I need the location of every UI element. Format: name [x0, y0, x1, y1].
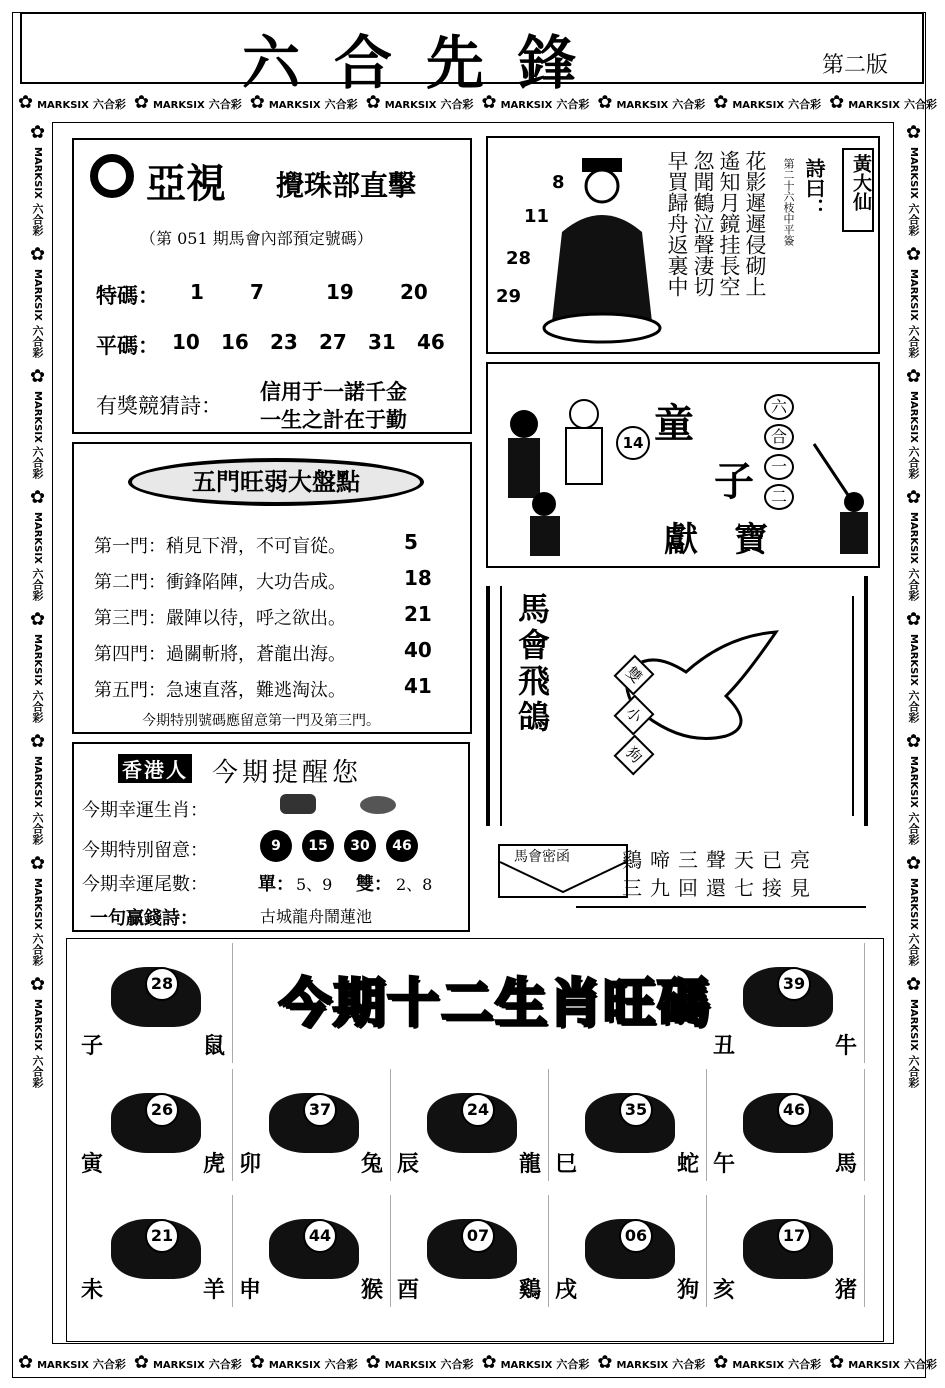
marksix-brand-cn: 六合彩 [31, 811, 44, 845]
marksix-brand-cn: 六合彩 [907, 689, 920, 723]
normal-number: 16 [221, 330, 249, 354]
flower-icon: ✿ [27, 852, 48, 874]
master-poem-column: 忽聞鶴泣聲淒切 [691, 150, 715, 297]
marksix-brand-cn: 六合彩 [907, 202, 920, 236]
single-value: 5、9 [296, 875, 333, 894]
flower-icon: ✿ [903, 852, 924, 874]
gate-number: 21 [404, 602, 432, 626]
marksix-brand-cn: 六合彩 [672, 98, 706, 111]
marksix-brand-cn: 六合彩 [907, 568, 920, 602]
envelope-box [498, 844, 628, 898]
marksix-brand: MARKSIX [384, 1360, 437, 1371]
marksix-brand: MARKSIX [848, 1360, 900, 1371]
marksix-strip-bottom [18, 1352, 937, 1378]
zodiac-branch: 午 [713, 1151, 736, 1177]
pigeon-bar-right [864, 576, 868, 826]
marksix-brand: MARKSIX [32, 512, 43, 565]
zodiac-branch: 卯 [239, 1151, 262, 1177]
marksix-strip-top [18, 92, 937, 118]
marksix-brand-cn: 六合彩 [208, 98, 242, 111]
five-gates-note: 今期特別號碼應留意第一門及第三門。 [142, 713, 380, 729]
gate-label: 第四門：過關斬將，蒼龍出海。 [94, 644, 346, 665]
gate-label: 第五門：急速直落，難逃淘汰。 [94, 680, 346, 701]
zodiac-section [66, 938, 884, 1342]
master-draw: 第二十六枝中平簽 [782, 158, 795, 246]
flower-icon: ✿ [903, 122, 924, 143]
master-num-1: 8 [552, 172, 565, 193]
marksix-brand: MARKSIX [32, 390, 43, 443]
zodiac-branch: 未 [81, 1277, 104, 1303]
zodiac-cell [391, 1195, 549, 1307]
normal-number: 31 [368, 330, 396, 354]
zodiac-branch: 戌 [555, 1277, 578, 1303]
flower-icon: ✿ [18, 1352, 34, 1373]
master-num-4: 29 [496, 286, 522, 307]
marksix-brand-cn: 六合彩 [92, 1358, 126, 1371]
marksix-brand: MARKSIX [908, 634, 919, 686]
issue-line: （第 051 期馬會內部預定號碼） [140, 229, 373, 248]
gate-row [94, 638, 464, 668]
marksix-brand: MARKSIX [500, 1360, 553, 1371]
special-ball: 15 [302, 830, 334, 862]
zodiac-branch: 申 [239, 1277, 262, 1303]
marksix-brand: MARKSIX [500, 100, 553, 111]
poem-line-2: 一生之計在于勤 [260, 407, 407, 432]
zodiac-number: 06 [619, 1219, 653, 1253]
master-name: 黃大仙 [850, 154, 872, 211]
marksix-brand-cn: 六合彩 [788, 1358, 822, 1371]
marksix-brand: MARKSIX [37, 100, 89, 111]
master-poem-title: 詩曰： [802, 158, 826, 218]
zodiac-cell [707, 943, 865, 1063]
marksix-brand: MARKSIX [616, 1360, 669, 1371]
zodiac-animal: 兔 [361, 1151, 384, 1177]
marksix-brand: MARKSIX [908, 390, 919, 443]
zodiac-animal: 鷄 [519, 1277, 542, 1303]
flower-icon: ✿ [27, 122, 48, 143]
flower-icon: ✿ [27, 974, 48, 996]
marksix-brand-cn: 六合彩 [907, 1055, 920, 1089]
marksix-brand: MARKSIX [268, 100, 321, 111]
zodiac-animal: 龍 [519, 1151, 542, 1177]
zodiac-cell [391, 1069, 549, 1181]
gate-label: 第一門：稍見下滑，不可盲從。 [94, 536, 346, 557]
special-number: 19 [326, 280, 354, 304]
reminder-title: 今期提醒您 [212, 758, 363, 788]
zodiac-number: 46 [777, 1093, 811, 1127]
flower-icon: ✿ [133, 1352, 149, 1373]
marksix-brand: MARKSIX [616, 100, 669, 111]
marksix-brand: MARKSIX [908, 999, 919, 1052]
gate-number: 5 [404, 530, 418, 554]
zodiac-branch: 寅 [81, 1151, 104, 1177]
marksix-brand: MARKSIX [384, 100, 437, 111]
sage-figure-icon [542, 152, 662, 348]
flower-icon: ✿ [597, 1352, 613, 1373]
marksix-brand-cn: 六合彩 [31, 1055, 44, 1089]
child-with-pole-icon [814, 444, 874, 564]
flower-icon: ✿ [249, 92, 265, 113]
normal-number: 46 [417, 330, 445, 354]
reminder-box [72, 742, 470, 932]
flower-icon: ✿ [713, 92, 729, 113]
marksix-brand-cn: 六合彩 [31, 324, 44, 358]
flower-icon: ✿ [18, 92, 34, 113]
child-title-1: 童 [654, 400, 694, 447]
marksix-brand: MARKSIX [908, 755, 919, 808]
poem-line-1: 信用于一諾千金 [260, 379, 407, 404]
special-number: 20 [400, 280, 428, 304]
pigeon-divider [576, 906, 866, 908]
flower-icon: ✿ [365, 1352, 381, 1373]
marksix-brand: MARKSIX [32, 999, 43, 1052]
zodiac-animal: 鼠 [203, 1033, 226, 1059]
marksix-brand: MARKSIX [152, 1360, 205, 1371]
scroll-circle: 二 [764, 484, 794, 510]
marksix-strip-right [898, 120, 924, 1348]
flower-icon: ✿ [27, 487, 48, 509]
flower-icon: ✿ [903, 365, 924, 387]
marksix-brand: MARKSIX [32, 634, 43, 686]
zodiac-number: 24 [461, 1093, 495, 1127]
zodiac-animal: 猪 [835, 1277, 858, 1303]
marksix-brand-cn: 六合彩 [31, 689, 44, 723]
page-title: 六合先鋒 [242, 29, 611, 97]
lucky-zodiac-icon-1 [280, 794, 316, 814]
zodiac-number: 28 [145, 967, 179, 1001]
marksix-brand-cn: 六合彩 [31, 202, 44, 236]
reminder-balls [260, 830, 428, 862]
marksix-brand-cn: 六合彩 [440, 1358, 474, 1371]
marksix-brand-cn: 六合彩 [208, 1358, 242, 1371]
normal-number: 23 [270, 330, 298, 354]
marksix-brand-cn: 六合彩 [907, 324, 920, 358]
scroll-circle: 一 [764, 454, 794, 480]
pigeon-bar-right-2 [852, 596, 854, 816]
flower-icon: ✿ [27, 730, 48, 752]
gate-number: 40 [404, 638, 432, 662]
pigeon-title-char: 飛 [518, 662, 551, 700]
zodiac-cell [549, 1195, 707, 1307]
marksix-brand-cn: 六合彩 [31, 446, 44, 480]
normal-number: 10 [172, 330, 200, 354]
gate-label: 第二門：衝鋒陷陣，大功告成。 [94, 572, 346, 593]
zodiac-animal: 牛 [835, 1033, 858, 1059]
zodiac-animal: 羊 [203, 1277, 226, 1303]
marksix-brand: MARKSIX [32, 877, 43, 930]
master-num-3: 28 [506, 248, 532, 269]
normal-number: 27 [319, 330, 347, 354]
zodiac-cell [233, 1195, 391, 1307]
flower-icon: ✿ [713, 1352, 729, 1373]
zodiac-animal: 猴 [361, 1277, 384, 1303]
pigeon-title-char: 鴿 [518, 698, 551, 736]
flower-icon: ✿ [903, 243, 924, 265]
master-box [486, 136, 880, 354]
tail-label: 今期幸運尾數： [82, 874, 208, 895]
special-ball: 30 [344, 830, 376, 862]
zodiac-cell [549, 1069, 707, 1181]
lucky-zodiac-label: 今期幸運生肖： [82, 800, 208, 821]
win-poem: 古城龍舟鬧蓮池 [260, 907, 373, 926]
flower-icon: ✿ [27, 243, 48, 265]
gate-row [94, 602, 464, 632]
pigeon-poem-1: 鷄啼三聲天已亮 [622, 848, 818, 872]
marksix-brand-cn: 六合彩 [788, 98, 822, 111]
tv-subtitle: 攪珠部直擊 [276, 169, 417, 202]
zodiac-animal: 蛇 [677, 1151, 700, 1177]
marksix-brand: MARKSIX [908, 268, 919, 321]
scroll-circle: 六 [764, 394, 794, 420]
zodiac-cell [75, 1195, 233, 1307]
gate-row [94, 566, 464, 596]
zodiac-branch: 巳 [555, 1151, 578, 1177]
zodiac-animal: 狗 [677, 1277, 700, 1303]
child-title-3: 獻 [664, 520, 698, 560]
marksix-brand: MARKSIX [732, 1360, 785, 1371]
header-box [20, 12, 924, 97]
marksix-brand: MARKSIX [32, 147, 43, 199]
zodiac-cell [233, 1069, 391, 1181]
zodiac-number: 44 [303, 1219, 337, 1253]
zodiac-number: 37 [303, 1093, 337, 1127]
child-treasure-box [486, 362, 880, 568]
five-gates-box [72, 442, 472, 734]
zodiac-animal: 虎 [203, 1151, 226, 1177]
gate-label: 第三門：嚴陣以待，呼之欲出。 [94, 608, 346, 629]
zodiac-number: 39 [777, 967, 811, 1001]
flower-icon: ✿ [903, 609, 924, 631]
pigeon-bar-left [486, 586, 490, 826]
marksix-brand-cn: 六合彩 [907, 933, 920, 967]
gate-row [94, 530, 464, 560]
gate-row [94, 674, 464, 704]
marksix-brand: MARKSIX [848, 100, 900, 111]
flower-icon: ✿ [903, 487, 924, 509]
normal-label: 平碼： [96, 333, 159, 358]
marksix-brand: MARKSIX [268, 1360, 321, 1371]
marksix-brand: MARKSIX [32, 755, 43, 808]
marksix-brand-cn: 六合彩 [31, 933, 44, 967]
tv-logo: 亞視 [146, 160, 226, 207]
tv-prediction-box [72, 138, 472, 434]
marksix-brand-cn: 六合彩 [324, 98, 358, 111]
marksix-brand: MARKSIX [908, 512, 919, 565]
envelope-label: 馬會密函 [514, 849, 570, 865]
gate-number: 18 [404, 566, 432, 590]
zodiac-number: 21 [145, 1219, 179, 1253]
flower-icon: ✿ [481, 92, 497, 113]
zodiac-branch: 子 [81, 1033, 104, 1059]
flower-icon: ✿ [365, 92, 381, 113]
pigeon-tag: 小 [613, 694, 654, 735]
flower-icon: ✿ [829, 92, 845, 113]
master-num-2: 11 [524, 206, 550, 227]
marksix-brand-cn: 六合彩 [92, 98, 126, 111]
pigeon-poem-2: 三九回還七接見 [622, 876, 818, 900]
zodiac-number: 17 [777, 1219, 811, 1253]
pigeon-tag: 雙 [613, 654, 654, 695]
special-attention-label: 今期特別留意： [82, 840, 208, 861]
children-figures-icon [494, 384, 634, 564]
zodiac-cell [75, 1069, 233, 1181]
flower-icon: ✿ [249, 1352, 265, 1373]
pigeon-title-char: 會 [518, 626, 551, 664]
flower-icon: ✿ [481, 1352, 497, 1373]
win-label: 一句贏錢詩： [90, 908, 198, 929]
special-ball: 46 [386, 830, 418, 862]
double-value: 2、8 [396, 875, 433, 894]
marksix-brand-cn: 六合彩 [556, 98, 590, 111]
marksix-brand-cn: 六合彩 [907, 446, 920, 480]
zodiac-cell [707, 1069, 865, 1181]
flower-icon: ✿ [133, 92, 149, 113]
marksix-brand-cn: 六合彩 [556, 1358, 590, 1371]
zodiac-cell [707, 1195, 865, 1307]
single-label: 單： [258, 874, 294, 895]
pigeon-section [486, 576, 880, 906]
zodiac-branch: 丑 [713, 1033, 736, 1059]
pigeon-title-char: 馬 [518, 590, 551, 628]
marksix-brand-cn: 六合彩 [904, 98, 937, 111]
special-label: 特碼： [96, 283, 159, 308]
flower-icon: ✿ [27, 365, 48, 387]
flower-icon: ✿ [829, 1352, 845, 1373]
gate-number: 41 [404, 674, 432, 698]
marksix-brand-cn: 六合彩 [440, 98, 474, 111]
marksix-brand: MARKSIX [908, 147, 919, 199]
special-number: 1 [190, 280, 204, 304]
edition-label: 第二版 [822, 53, 889, 78]
marksix-strip-left [22, 120, 48, 1348]
zodiac-animal: 馬 [835, 1151, 858, 1177]
double-label: 雙： [356, 874, 392, 895]
lucky-zodiac-icon-2 [360, 796, 396, 814]
zodiac-branch: 酉 [397, 1277, 420, 1303]
flower-icon: ✿ [27, 609, 48, 631]
master-poem-column: 花影遲遲侵砌上 [743, 150, 767, 297]
zodiac-number: 35 [619, 1093, 653, 1127]
marksix-brand: MARKSIX [152, 100, 205, 111]
marksix-brand: MARKSIX [732, 100, 785, 111]
zodiac-cell [75, 943, 233, 1063]
zodiac-number: 26 [145, 1093, 179, 1127]
pigeon-bar-left-2 [500, 586, 502, 826]
marksix-brand-cn: 六合彩 [31, 568, 44, 602]
marksix-brand-cn: 六合彩 [672, 1358, 706, 1371]
special-ball: 9 [260, 830, 292, 862]
marksix-brand: MARKSIX [32, 268, 43, 321]
marksix-brand-cn: 六合彩 [904, 1358, 937, 1371]
lantern-number: 14 [616, 426, 650, 460]
flower-icon: ✿ [597, 92, 613, 113]
marksix-brand: MARKSIX [908, 877, 919, 930]
master-poem-column: 早買歸舟返裏中 [665, 150, 689, 297]
special-number: 7 [250, 280, 264, 304]
marksix-brand: MARKSIX [37, 1360, 89, 1371]
reminder-logo: 香港人 [118, 754, 192, 783]
zodiac-title: 今期十二生肖旺碼 [279, 973, 712, 1034]
flower-icon: ✿ [903, 730, 924, 752]
five-gates-title: 五門旺弱大盤點 [128, 458, 424, 506]
marksix-brand-cn: 六合彩 [324, 1358, 358, 1371]
zodiac-branch: 亥 [713, 1277, 736, 1303]
pigeon-tag: 狗 [613, 734, 654, 775]
master-name-box [842, 148, 874, 232]
child-title-4: 寶 [734, 520, 768, 560]
scroll-circle: 合 [764, 424, 794, 450]
atv-logo-icon [90, 154, 134, 198]
poem-label: 有獎競猜詩： [96, 394, 222, 418]
marksix-brand-cn: 六合彩 [907, 811, 920, 845]
child-title-2: 子 [714, 458, 754, 505]
flower-icon: ✿ [903, 974, 924, 996]
zodiac-branch: 辰 [397, 1151, 420, 1177]
master-poem-column: 遙知月鏡挂長空 [717, 150, 741, 297]
zodiac-number: 07 [461, 1219, 495, 1253]
